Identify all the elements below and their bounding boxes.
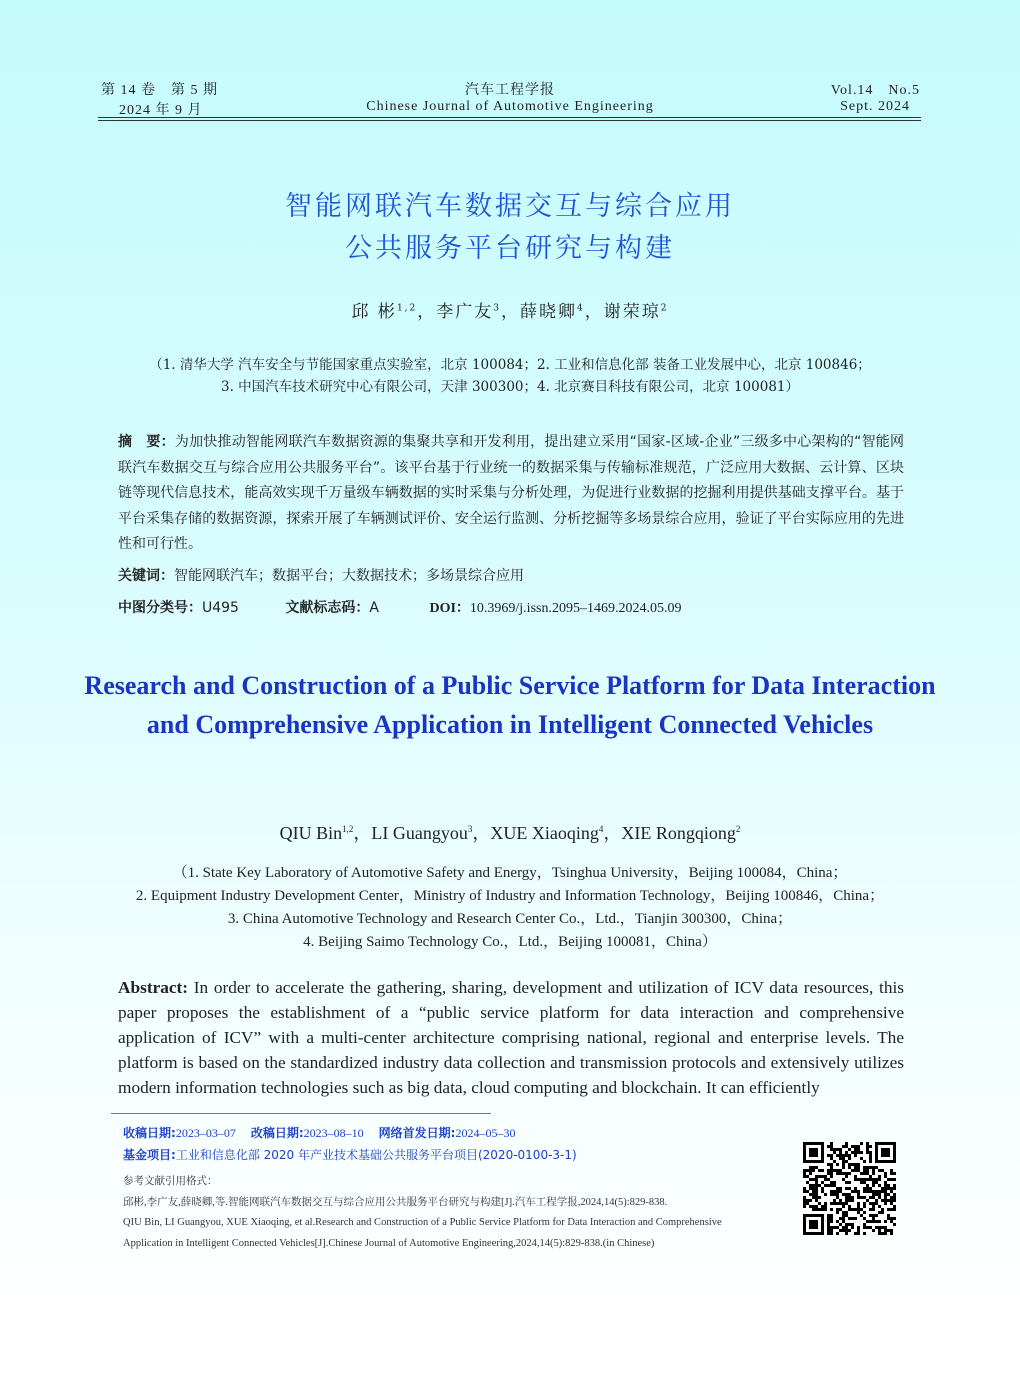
classification — [118, 597, 681, 617]
authors-cn: 邱 彬$^{1,2}$，李广友$^3$，薛晓卿$^4$，谢荣琼$^2$ — [351, 302, 669, 322]
qr-code — [803, 1142, 896, 1235]
author: LI Guangyou — [371, 823, 468, 843]
affiliations-en — [0, 862, 1020, 954]
affiliation-line: 4. Beijing Saimo Technology Co.，Ltd.，Beijing 100081，China） — [303, 934, 717, 950]
affiliation-line: （1. 清华大学 汽车安全与节能国家重点实验室，北京 100084；2. 工业和信息化部 装备工业发展中心，北京 100846； — [149, 357, 871, 373]
abstract-cn — [118, 430, 904, 558]
abstract-label: Abstract: — [118, 978, 189, 997]
journal-name-cn: 汽车工程学报 — [465, 83, 555, 98]
author: XIE Rongqiong — [621, 823, 736, 843]
revised-label: 改稿日期: — [250, 1126, 304, 1140]
footnote-rule — [111, 1113, 491, 1114]
keywords-label: 关键词： — [118, 568, 174, 584]
journal-name-en: Chinese Journal of Automotive Engineering — [366, 99, 654, 114]
doi-value[interactable]: 10.3969/j.issn.2095–1469.2024.05.09 — [469, 601, 682, 616]
fund-text: 工业和信息化部 2020 年产业技术基础公共服务平台项目(2020-0100-3-1) — [175, 1148, 577, 1162]
received-label: 收稿日期: — [123, 1126, 176, 1140]
author-sup: 2 — [735, 824, 741, 834]
author: 邱 彬 — [351, 302, 397, 322]
title-cn-line: 公共服务平台研究与构建 — [345, 233, 675, 264]
online-date: 2024–05–30 — [455, 1126, 516, 1140]
title-cn — [0, 186, 1020, 270]
citation-block — [123, 1172, 763, 1254]
doi-label: DOI： — [429, 601, 470, 616]
author: QIU Bin — [279, 823, 343, 843]
affiliation-line: 3. China Automotive Technology and Research Center Co.，Ltd.，Tianjin 300300，China； — [227, 911, 793, 927]
dates-line — [123, 1124, 515, 1141]
received-date: 2023–03–07 — [175, 1126, 236, 1140]
keywords-text: 智能网联汽车；数据平台；大数据技术；多场景综合应用 — [174, 568, 524, 584]
title-en: Research and Construction of a Public Service Platform for Data Interaction and Comprehensive Application in Intelligent Connected Vehicles — [84, 671, 936, 739]
clc-label: 中图分类号： — [118, 600, 202, 616]
author-sup: 3 — [493, 303, 501, 314]
revised-date: 2023–08–10 — [303, 1126, 364, 1140]
fund-label: 基金项目: — [123, 1148, 176, 1162]
abstract-label: 摘 要： — [118, 434, 175, 450]
author-sup: 4 — [577, 303, 585, 314]
author-sup: 2 — [660, 303, 669, 314]
header-rule — [98, 120, 921, 121]
author-sup: 4 — [598, 824, 604, 834]
clc-value: U495 — [202, 600, 239, 616]
author: 李广友 — [436, 302, 494, 322]
online-label: 网络首发日期: — [378, 1126, 456, 1140]
author: 薛晓卿 — [520, 302, 577, 322]
header-rule — [98, 117, 921, 118]
abstract-text: In order to accelerate the gathering, sharing, development and utilization of ICV data resources, this paper proposes the establishment of a “public service platform for data interaction and comprehensive application of ICV” with a multi-center architecture comprising national, regional and enterprise levels. The platform is based on the standardized industry data collection and transmission protocols and extensively utilizes modern information technologies such as big data, cloud computing and blockchain. It can efficiently — [118, 978, 904, 1097]
affiliation-line: （1. State Key Laboratory of Automotive Safety and Energy，Tsinghua University，Beijing 100084，China； — [172, 865, 848, 881]
affiliation-line: 3. 中国汽车技术研究中心有限公司，天津 300300；4. 北京赛目科技有限公司，北京 100081） — [221, 379, 799, 395]
volume-issue-cn: 第 14 卷 第 5 期 — [101, 83, 218, 98]
abstract-text: 为加快推动智能网联汽车数据资源的集聚共享和开发利用，提出建立采用“国家-区域-企业”三级多中心架构的“智能网联汽车数据交互与综合应用公共服务平台”。该平台基于行业统一的数据采集与传输标准规范，广泛应用大数据、云计算、区块链等现代信息技术，能高效实现千万量级车辆数据的实时采集与分析处理，为促进行业数据的挖掘利用提供基础支撑平台。基于平台采集存储的数据资源，探索开展了车辆测试评价、安全运行监测、分析挖掘等多场景综合应用，验证了平台实际应用的先进性和可行性。 — [118, 434, 905, 552]
citation-label: 参考文献引用格式： — [123, 1176, 218, 1187]
author-sup: 1,2 — [342, 824, 354, 834]
doc-code-label: 文献标志码： — [285, 600, 370, 616]
volume-issue-en: Vol.14 No.5 — [830, 83, 920, 98]
citation-cn: 邱彬,李广友,薛晓卿,等.智能网联汽车数据交互与综合应用公共服务平台研究与构建[J].汽车工程学报,2024,14(5):829-838. — [123, 1196, 668, 1208]
author: XUE Xiaoqing — [490, 823, 599, 843]
affiliations-cn — [0, 354, 1020, 398]
title-cn-line: 智能网联汽车数据交互与综合应用 — [285, 191, 735, 222]
abstract-en — [118, 975, 904, 1100]
author-sup: 3 — [467, 824, 473, 834]
author-sup: 1,2 — [396, 303, 418, 314]
author: 谢荣琼 — [603, 302, 661, 322]
citation-en: QIU Bin, LI Guangyou, XUE Xiaoqing, et al.Research and Construction of a Public Service Platform for Data Interaction and Comprehensive Application in Intelligent Connected Vehicles[J].Chinese Journal of Automotive Engineering,2024,14(5):829-838.(in Chinese) — [123, 1217, 722, 1249]
affiliation-line: 2. Equipment Industry Development Center，Ministry of Industry and Information Technology，Beijing 100846，China； — [135, 888, 885, 904]
keywords-cn — [118, 565, 524, 585]
authors-en: QIU Bin$^{1,2}$，LI Guangyou$^3$，XUE Xiaoqing$^4$，XIE Rongqiong$^2$ — [279, 823, 741, 843]
date-en: Sept. 2024 — [840, 99, 910, 114]
fund-line — [123, 1146, 577, 1163]
date-cn: 2024 年 9 月 — [119, 103, 203, 118]
doc-code-value: A — [369, 600, 379, 616]
